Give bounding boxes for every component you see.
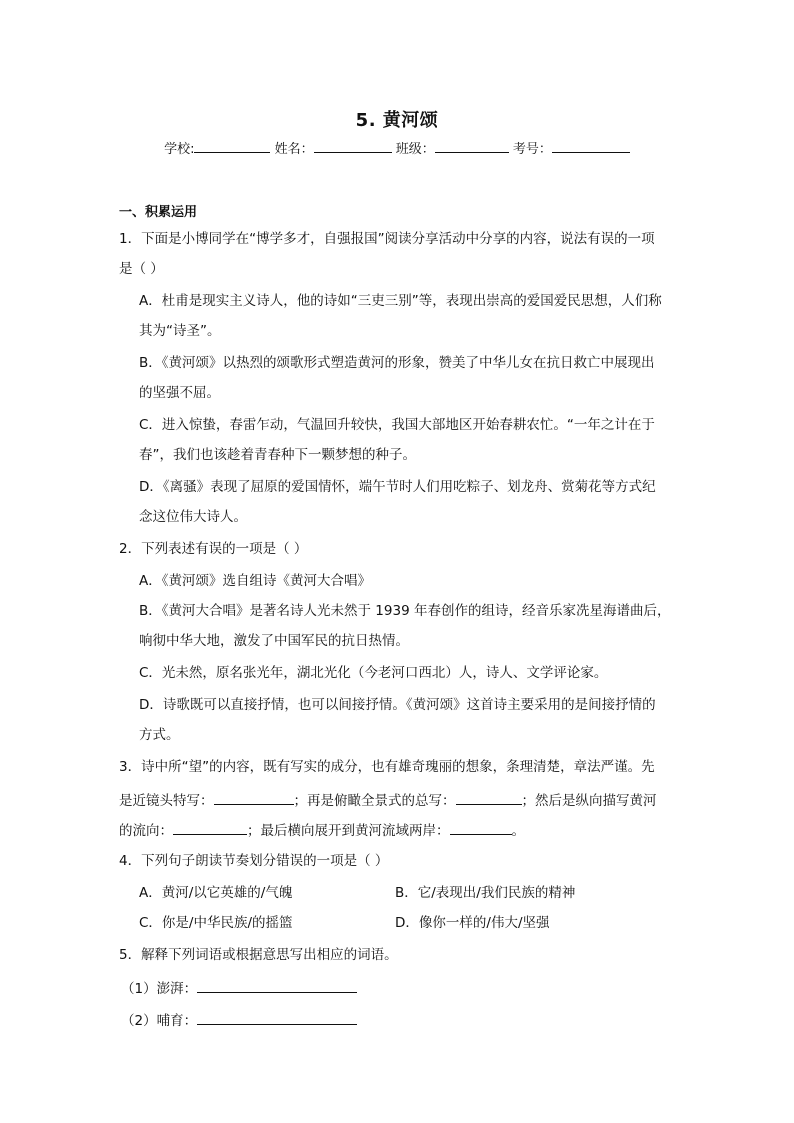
q3-banks-blank[interactable] (450, 820, 512, 835)
class-blank[interactable] (435, 138, 509, 153)
school-label: 学校: (164, 142, 195, 157)
q3-closeup-label: 是近镜头特写： (119, 793, 214, 809)
q3-banks-label: ；最后横向展开到黄河流域两岸： (247, 823, 450, 839)
q2-option-d-line1[interactable]: D．诗歌既可以直接抒情，也可以间接抒情。《黄河颂》这首诗主要采用的是间接抒情的 (139, 697, 656, 713)
q1-option-a-line2: 其为“诗圣”。 (139, 323, 221, 339)
school-blank[interactable] (194, 138, 270, 153)
q1-option-d-line1[interactable]: D．《离骚》表现了屈原的爱国情怀，端午节时人们用吃粽子、划龙舟、赏菊花等方式纪 (139, 479, 656, 495)
q5-item1 (121, 978, 357, 998)
q2-option-b-line1[interactable]: B．《黄河大合唱》是著名诗人光未然于 1939 年春创作的组诗，经音乐家冼星海谱曲后， (139, 603, 671, 619)
q4-stem: 4．下列句子朗读节奏划分错误的一项是（ ） (119, 853, 389, 869)
class-label: 班级： (395, 142, 435, 157)
q5-item1-label: （1）澎湃： (121, 981, 198, 997)
q5-stem: 5．解释下列词语或根据意思写出相应的词语。 (119, 947, 398, 963)
name-label: 姓名： (274, 142, 314, 157)
q3-closeup-blank[interactable] (214, 790, 294, 805)
q2-stem: 2．下列表述有误的一项是（ ） (119, 541, 308, 557)
q3-direction-label: 的流向： (119, 823, 173, 839)
q1-stem-line2: 是（ ） (119, 261, 164, 277)
q3-end-punct: 。 (511, 823, 525, 839)
q3-direction-blank[interactable] (173, 820, 247, 835)
q3-flow-label: ；然后是纵向描写黄河 (521, 793, 657, 809)
q1-stem-line1: 1．下面是小博同学在“博学多才，自强报国”阅读分享活动中分享的内容，说法有误的一项 (119, 231, 655, 247)
q4-option-c[interactable]: C．你是/中华民族/的摇篮 (139, 915, 293, 931)
q3-overview-blank[interactable] (456, 790, 522, 805)
q1-option-b-line1[interactable]: B．《黄河颂》以热烈的颂歌形式塑造黄河的形象，赞美了中华儿女在抗日救亡中展现出 (139, 355, 655, 371)
student-info-row (0, 138, 794, 157)
q1-option-c-line2: 春”，我们也该趁着青春种下一颗梦想的种子。 (139, 447, 416, 463)
q2-option-b-line2: 响彻中华大地，激发了中国军民的抗日热情。 (139, 633, 409, 649)
name-blank[interactable] (314, 138, 392, 153)
q4-option-a[interactable]: A．黄河/以它英雄的/气魄 (139, 885, 293, 901)
page-title: 5. 黄河颂 (355, 110, 439, 131)
q5-item2 (121, 1010, 357, 1030)
exam-number-label: 考号： (512, 142, 552, 157)
q5-item2-blank[interactable] (197, 1010, 357, 1025)
q1-option-c-line1[interactable]: C．进入惊蛰，春雷乍动，气温回升较快，我国大部地区开始春耕农忙。“一年之计在于 (139, 417, 655, 433)
q5-item2-label: （2）哺育： (121, 1013, 198, 1029)
q3-line1: 3．诗中所“望”的内容，既有写实的成分，也有雄奇瑰丽的想象，条理清楚，章法严谨。先 (119, 759, 655, 775)
q2-option-a[interactable]: A．《黄河颂》选自组诗《黄河大合唱》 (139, 573, 371, 589)
q1-option-a-line1[interactable]: A．杜甫是现实主义诗人，他的诗如“三吏三别”等，表现出崇高的爱国爱民思想，人们称 (139, 293, 662, 309)
q2-option-c[interactable]: C．光未然，原名张光年，湖北光化（今老河口西北）人，诗人、文学评论家。 (139, 665, 608, 681)
q5-item1-blank[interactable] (197, 978, 357, 993)
q4-option-b[interactable]: B．它/表现出/我们民族的精神 (395, 885, 576, 901)
exam-number-blank[interactable] (552, 138, 630, 153)
q1-option-d-line2: 念这位伟大诗人。 (139, 509, 247, 525)
section-heading: 一、积累运用 (119, 205, 198, 220)
q4-option-d[interactable]: D．像你一样的/伟大/坚强 (395, 915, 550, 931)
q1-option-b-line2: 的坚强不屈。 (139, 385, 220, 401)
q3-line3 (119, 820, 525, 840)
q3-line2 (119, 790, 657, 810)
q2-option-d-line2: 方式。 (139, 727, 180, 743)
q3-overview-label: ；再是俯瞰全景式的总写： (293, 793, 456, 809)
